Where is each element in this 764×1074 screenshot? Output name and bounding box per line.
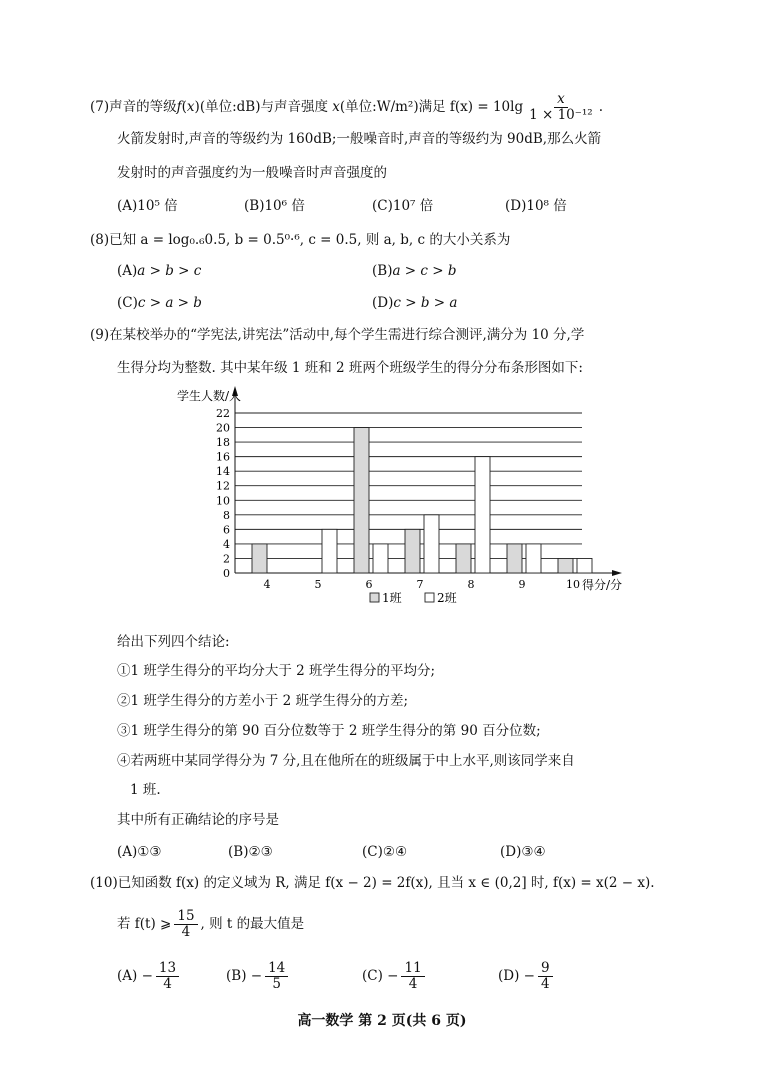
y-axis-title: 学生人数/人: [177, 389, 242, 403]
q7-option-b[interactable]: (B)10⁶ 倍: [244, 198, 305, 214]
q10-option-c[interactable]: (C) − $\frac{11}{4}$: [362, 958, 428, 994]
chart-layer: [177, 386, 622, 605]
page-footer: 高一数学 第 2 页(共 6 页): [297, 1013, 467, 1029]
q10-option-b[interactable]: (B) − $\frac{14}{5}$: [226, 958, 291, 994]
bar-class2-score-6: [373, 544, 388, 573]
q7-line3: 发射时的声音强度约为一般噪音时声音强度的: [117, 165, 387, 181]
q9-conclusion-4-cont: 1 班.: [130, 782, 161, 798]
q9-conclusion-2: ②1 班学生得分的方差小于 2 班学生得分的方差;: [117, 693, 409, 709]
y-tick-label-10: 10: [216, 494, 230, 508]
q7-option-a[interactable]: (A)10⁵ 倍: [117, 198, 178, 214]
q9-option-b[interactable]: (B)②③: [228, 844, 273, 860]
q9-conclusion-4: ④若两班中某同学得分为 7 分,且在他所在的班级属于中上水平,则该同学来自: [117, 753, 575, 769]
y-tick-label-8: 8: [223, 508, 230, 522]
y-tick-label-2: 2: [223, 552, 230, 566]
bar-class2-score-10: [577, 558, 592, 573]
q10-line1: (10)已知函数 f(x) 的定义域为 R, 满足 f(x − 2) = 2f(x), 且当 x ∈ (0,2] 时, f(x) = x(2 − x).: [90, 875, 655, 891]
y-tick-label-4: 4: [223, 537, 230, 551]
q8-number: (8): [90, 232, 110, 248]
q7-formula: f(x) = 10lg $\frac{x}{\text{1 × 10⁻¹²}}$ .: [449, 91, 604, 123]
y-tick-label-22: 22: [216, 407, 230, 420]
bar-class2-score-7: [424, 515, 439, 573]
q9-line2: 生得分均为整数. 其中某年级 1 班和 2 班两个班级学生的得分分布条形图如下:: [117, 360, 583, 376]
q7-line2: 火箭发射时,声音的等级约为 160dB;一般噪音时,声音的等级约为 90dB,那么火箭: [117, 131, 602, 147]
y-tick-label-0: 0: [223, 567, 230, 580]
q9-conclusion-intro: 给出下列四个结论:: [117, 634, 230, 650]
x-tick-label-5: 5: [314, 578, 322, 591]
bar-class1-score-6: [354, 428, 369, 573]
q9-conclusion-3: ③1 班学生得分的第 90 百分位数等于 2 班学生得分的第 90 百分位数;: [117, 723, 541, 739]
bar-class2-score-8: [475, 457, 490, 573]
x-tick-label-10: 10: [566, 578, 580, 591]
q8-option-a[interactable]: (A)a > b > c: [117, 263, 202, 279]
x-tick-label-4: 4: [263, 578, 271, 591]
q7-option-d[interactable]: (D)10⁸ 倍: [505, 198, 567, 214]
y-tick-label-12: 12: [216, 479, 230, 493]
y-tick-label-16: 16: [216, 450, 230, 464]
legend-label-1: 1班: [382, 591, 402, 605]
x-tick-label-6: 6: [365, 578, 373, 591]
y-tick-label-6: 6: [223, 523, 230, 537]
bar-class1-score-10: [558, 558, 573, 573]
q8-option-d[interactable]: (D)c > b > a: [372, 295, 458, 311]
x-axis-title: 得分/分: [582, 578, 623, 592]
q10-option-d[interactable]: (D) − $\frac{9}{4}$: [498, 958, 556, 994]
q8-option-c[interactable]: (C)c > a > b: [117, 295, 202, 311]
x-tick-label-9: 9: [518, 578, 526, 591]
legend-swatch-2: [425, 593, 434, 602]
q9-number: (9): [90, 327, 110, 343]
q7-line1: (7)声音的等级f(x)(单位:dB)与声音强度 x(单位:W/m²)满足 f(x) = 10lg $\frac{x}{\text{1 × 10⁻¹²}}$ .: [90, 91, 604, 123]
legend-swatch-1: [370, 593, 379, 602]
q9-line1: (9)在某校举办的“学宪法,讲宪法”活动中,每个学生需进行综合测评,满分为 10 分,学: [90, 327, 585, 343]
q8-line: (8)已知 a = log₀.₆0.5, b = 0.5⁰·⁶, c = 0.5, 则 a, b, c 的大小关系为: [90, 232, 511, 248]
y-tick-label-14: 14: [216, 465, 230, 479]
bar-class2-score-5: [322, 529, 337, 573]
q7-option-c[interactable]: (C)10⁷ 倍: [372, 198, 434, 214]
x-axis-arrow: [612, 570, 622, 576]
x-tick-label-8: 8: [467, 578, 475, 591]
bar-class1-score-7: [405, 529, 420, 573]
q9-conclusion-1: ①1 班学生得分的平均分大于 2 班学生得分的平均分;: [117, 663, 436, 679]
q9-option-c[interactable]: (C)②④: [362, 844, 408, 860]
q8-option-b[interactable]: (B)a > c > b: [372, 263, 457, 279]
x-tick-label-7: 7: [416, 578, 424, 591]
q10-option-a[interactable]: (A) − $\frac{13}{4}$: [117, 958, 182, 994]
bar-class2-score-9: [526, 544, 541, 573]
y-tick-label-18: 18: [216, 436, 230, 450]
q9-bar-chart: [160, 382, 640, 618]
bar-class1-score-9: [507, 544, 522, 573]
legend-label-2: 2班: [437, 591, 457, 605]
q9-option-a[interactable]: (A)①③: [117, 844, 162, 860]
q7-number: (7): [90, 99, 110, 115]
q10-line2: 若 f(t) ⩾ $\frac{15}{4}$ , 则 t 的最大值是: [117, 908, 305, 940]
bar-class1-score-8: [456, 544, 471, 573]
y-tick-label-20: 20: [216, 421, 230, 435]
bar-class1-score-4: [252, 544, 267, 573]
q9-ask: 其中所有正确结论的序号是: [117, 812, 279, 828]
q9-option-d[interactable]: (D)③④: [500, 844, 546, 860]
q10-number: (10): [90, 875, 118, 891]
